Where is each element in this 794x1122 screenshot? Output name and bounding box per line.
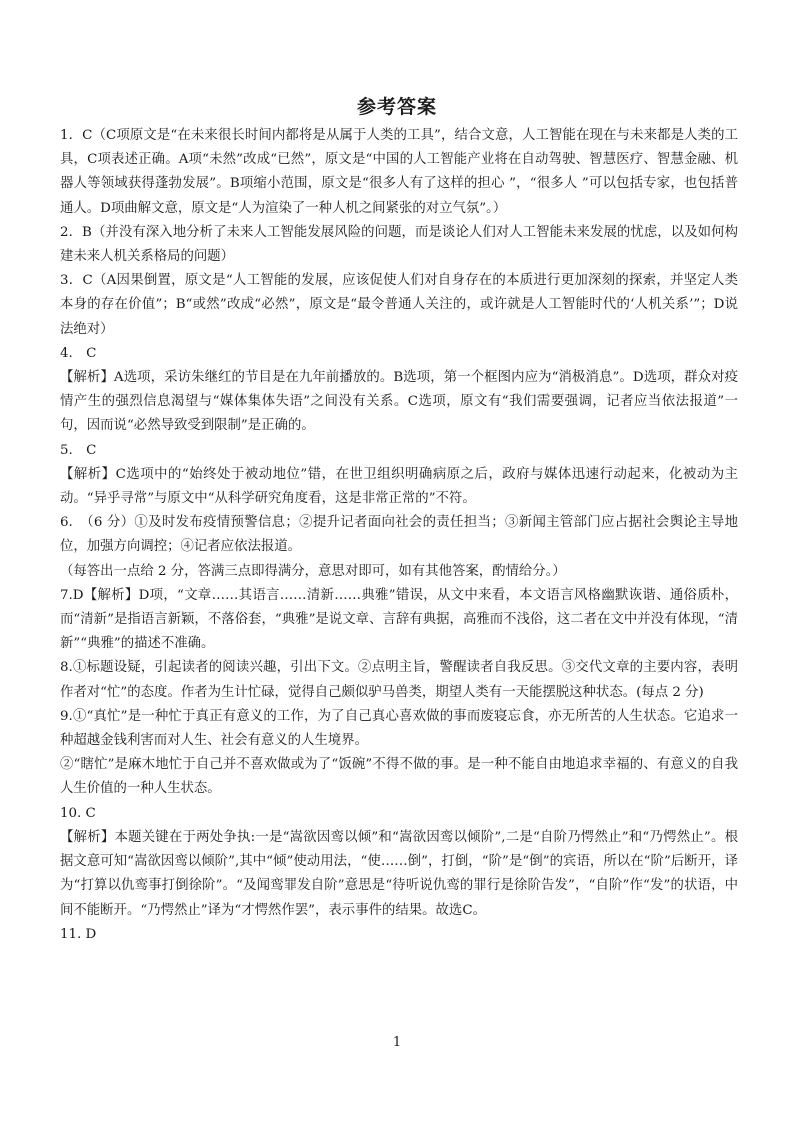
page-title: 参考答案 bbox=[356, 96, 437, 118]
answer-paragraph: 1．C（C项原文是“在未来很长时间内都将是从属于人类的工具”，结合文意，人工智能在现在与未来都是人类的工具，C项表述正确。A项“未然”改成“已然”，原文是“中国的人工智能产业将在自动驾驶、智慧医疗、智慧金融、机器人等领域获得蓬勃发展”。B项缩小范围，原文是“很多人有了这样的担心 ”，“很多人 ”可以包括专家，也包括普通人。D项曲解文意，原文是“人为渲染了一种人机之间紧张的对立气氛”。） bbox=[60, 128, 738, 216]
answer-paragraph: 5. C bbox=[60, 442, 97, 458]
answer-paragraph: 6. （6 分）①及时发布疫情预警信息；②提升记者面向社会的责任担当；③新闻主管部门应占据社会舆论主导地位，加强方向调控；④记者应依法报道。 bbox=[60, 515, 738, 555]
answer-paragraph: 7.D【解析】D项，“文章……其语言……清新……典雅”错误，从文中来看，本文语言风格幽默诙谐、通俗质朴，而“清新”是指语言新颖，不落俗套，“典雅”是说文章、言辞有典据，高雅而不浅俗，这二者在文中并没有体现，“清新”“典雅”的描述不准确。 bbox=[60, 587, 738, 652]
answer-paragraph: 【解析】本题关键在于两处争执:一是“嵩欲因鸾以倾”和“嵩欲因鸾以倾阶”,二是“自阶乃愕然止”和“乃愕然止”。根据文意可知“嵩欲因鸾以倾阶”,其中“倾”使动用法，“使……倒”，打倒，“阶”是“倒”的宾语，所以在“阶”后断开，译为“打算以仇鸾事打倒徐阶”。“及闻鸾罪发自阶”意思是“待听说仇鸾的罪行是徐阶告发”，“自阶”作“发”的状语，中间不能断开。“乃愕然止”译为“才愕然作罢”，表示事件的结果。故选C。 bbox=[60, 829, 738, 918]
answer-paragraph: （每答出一点给 2 分，答满三点即得满分，意思对即可，如有其他答案，酌情给分。） bbox=[60, 563, 566, 579]
answer-content bbox=[60, 124, 738, 947]
answer-paragraph: 8.①标题设疑，引起读者的阅读兴趣，引出下文。②点明主旨，警醒读者自我反思。③交代文章的主要内容，表明作者对“忙”的态度。作者为生计忙碌，觉得自己颇似驴马兽类，期望人类有一天能摆脱这种状态。(每点 2 分) bbox=[60, 660, 738, 700]
answer-paragraph: 10. C bbox=[60, 805, 96, 821]
answer-paragraph: 4. C bbox=[60, 345, 97, 361]
answer-paragraph: 2．B（并没有深入地分析了未来人工智能发展风险的问题，而是谈论人们对人工智能未来发展的忧虑，以及如何构建未来人机关系格局的问题） bbox=[60, 224, 738, 265]
answer-paragraph: 11. D bbox=[60, 926, 97, 942]
answer-paragraph: 【解析】A选项，采访朱继红的节目是在九年前播放的。B选项，第一个框图内应为“消极消息”。D选项，群众对疫情产生的强烈信息渴望与“媒体集体失语”之间没有关系。C选项，原文有“我们需要强调，记者应当依法报道”一句，因而说“必然导致受到限制”是正确的。 bbox=[60, 370, 738, 434]
answer-paragraph: 9.①“真忙”是一种忙于真正有意义的工作，为了自己真心喜欢做的事而废寝忘食，亦无所苦的人生状态。它追求一种超越金钱利害而对人生、社会有意义的人生境界。 bbox=[60, 708, 738, 749]
answer-paragraph: 3．C（A因果倒置，原文是“人工智能的发展，应该促使人们对自身存在的本质进行更加深刻的探索，并坚定人类本身的存在价值”；B“或然”改成“必然”，原文是“最令普通人关注的，或许就是人工智能时代的‘人机关系’”；D说法绝对） bbox=[60, 273, 738, 337]
answer-paragraph: 【解析】C选项中的“始终处于被动地位”错，在世卫组织明确病原之后，政府与媒体迅速行动起来，化被动为主动。“异乎寻常”与原文中“从科学研究角度看，这是非常正常的”不符。 bbox=[60, 466, 738, 507]
answer-paragraph: ②“瞎忙”是麻木地忙于自己并不喜欢做或为了“饭碗”不得不做的事。是一种不能自由地追求幸福的、有意义的自我人生价值的一种人生状态。 bbox=[60, 757, 738, 797]
page-number: 1 bbox=[392, 1035, 402, 1050]
